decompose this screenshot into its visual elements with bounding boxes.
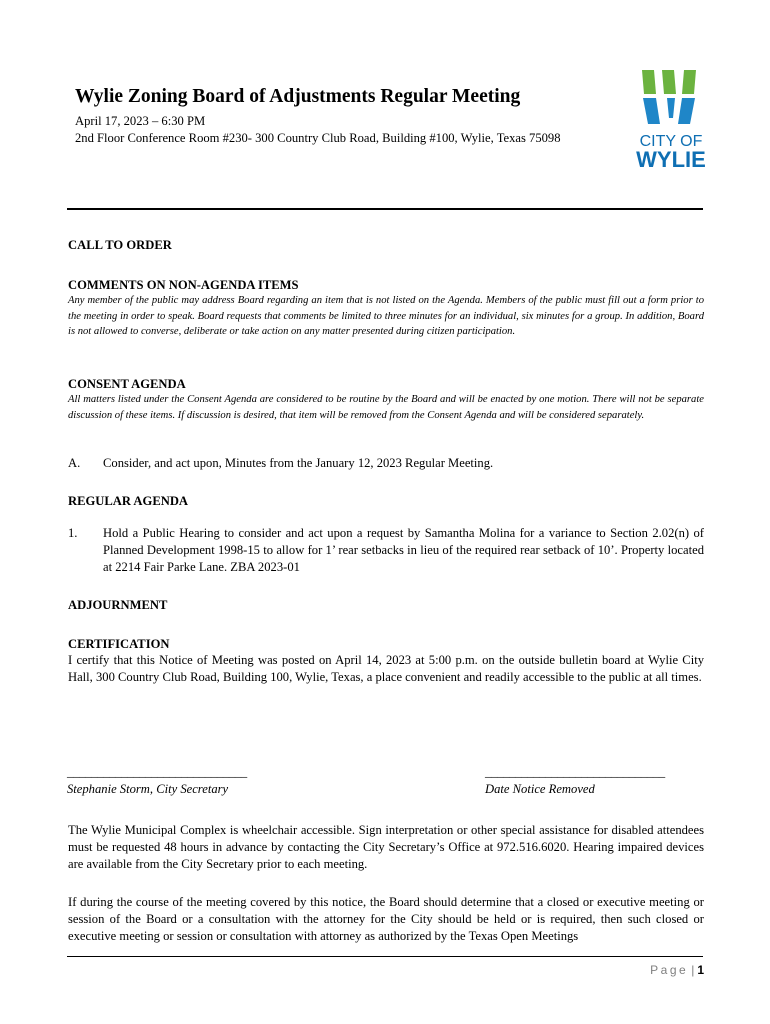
comments-text: Any member of the public may address Board regarding an item that is not listed on the Agenda. Members of the public must fill out a form prior to the meeting in order to speak. Board requests that comments be limited to three minutes for an individual, six minutes for a group. In addition, Board is not allowed to converse, deliberate or take action on any matter presented during citizen participation. — [68, 295, 704, 337]
consent-item-number: A. — [68, 456, 81, 470]
comments-heading: COMMENTS ON NON-AGENDA ITEMS — [68, 278, 299, 292]
accessibility-notice: The Wylie Municipal Complex is wheelchair accessible. Sign interpretation or other special assistance for disabled attendees must be requested 48 hours in advance by contacting the City Secretary’s Office at 972.516.6020. Hearing impaired devices are available from the City Secretary prior to each meeting. — [68, 823, 704, 871]
header-divider — [67, 208, 703, 210]
consent-item-text: Consider, and act upon, Minutes from the January 12, 2023 Regular Meeting. — [103, 456, 494, 470]
secretary-signature-label: Stephanie Storm, City Secretary — [67, 782, 229, 796]
regular-item-number: 1. — [68, 526, 78, 540]
page-number: 1 — [697, 963, 704, 977]
page-separator: | — [691, 963, 695, 977]
secretary-signature-line: ______________________________ — [67, 765, 247, 779]
wylie-w-icon — [630, 68, 712, 172]
regular-item-text: Hold a Public Hearing to consider and act upon a request by Samantha Molina for a variance to Section 2.02(n) of Planned Development 1998-15 to allow for 1’ rear setbacks in lieu of the required rear setback of 10’. Property located at 2214 Fair Parke Lane. ZBA 2023-01 — [103, 526, 704, 574]
logo-line1: CITY OF — [639, 133, 703, 150]
page-footer — [650, 963, 704, 977]
page-title: Wylie Zoning Board of Adjustments Regular Meeting — [75, 86, 521, 107]
meeting-date-time: April 17, 2023 – 6:30 PM — [75, 114, 206, 128]
page-label: Page — [650, 963, 689, 977]
logo-line2: WYLIE — [636, 147, 706, 172]
consent-item — [68, 455, 704, 472]
consent-agenda-heading: CONSENT AGENDA — [68, 377, 186, 391]
city-of-wylie-logo — [630, 68, 712, 172]
meeting-location: 2nd Floor Conference Room #230- 300 Country Club Road, Building #100, Wylie, Texas 75098 — [75, 131, 561, 145]
closed-meeting-notice: If during the course of the meeting covered by this notice, the Board should determine that a closed or executive meeting or session of the Board or a consultation with the attorney for the City should be held or is required, then such closed or executive meeting or session or consultation with attorney as authorized by the Texas Open Meetings — [68, 895, 704, 943]
date-removed-label: Date Notice Removed — [485, 782, 595, 796]
consent-agenda-text: All matters listed under the Consent Agenda are considered to be routine by the Board and will be enacted by one motion. There will not be separate discussion of these items. If discussion is desired, that item will be removed from the Consent Agenda and will be considered separately. — [68, 394, 704, 421]
footer-divider — [67, 956, 703, 957]
certification-heading: CERTIFICATION — [68, 637, 170, 651]
call-to-order-heading: CALL TO ORDER — [68, 238, 172, 252]
certification-text: I certify that this Notice of Meeting was posted on April 14, 2023 at 5:00 p.m. on the outside bulletin board at Wylie City Hall, 300 Country Club Road, Building 100, Wylie, Texas, a place convenient and readily accessible to the public at all times. — [68, 653, 704, 684]
regular-agenda-heading: REGULAR AGENDA — [68, 494, 189, 508]
adjournment-heading: ADJOURNMENT — [68, 598, 168, 612]
regular-item — [68, 525, 704, 576]
date-removed-line: ______________________________ — [485, 765, 665, 779]
meeting-meta — [75, 113, 595, 147]
